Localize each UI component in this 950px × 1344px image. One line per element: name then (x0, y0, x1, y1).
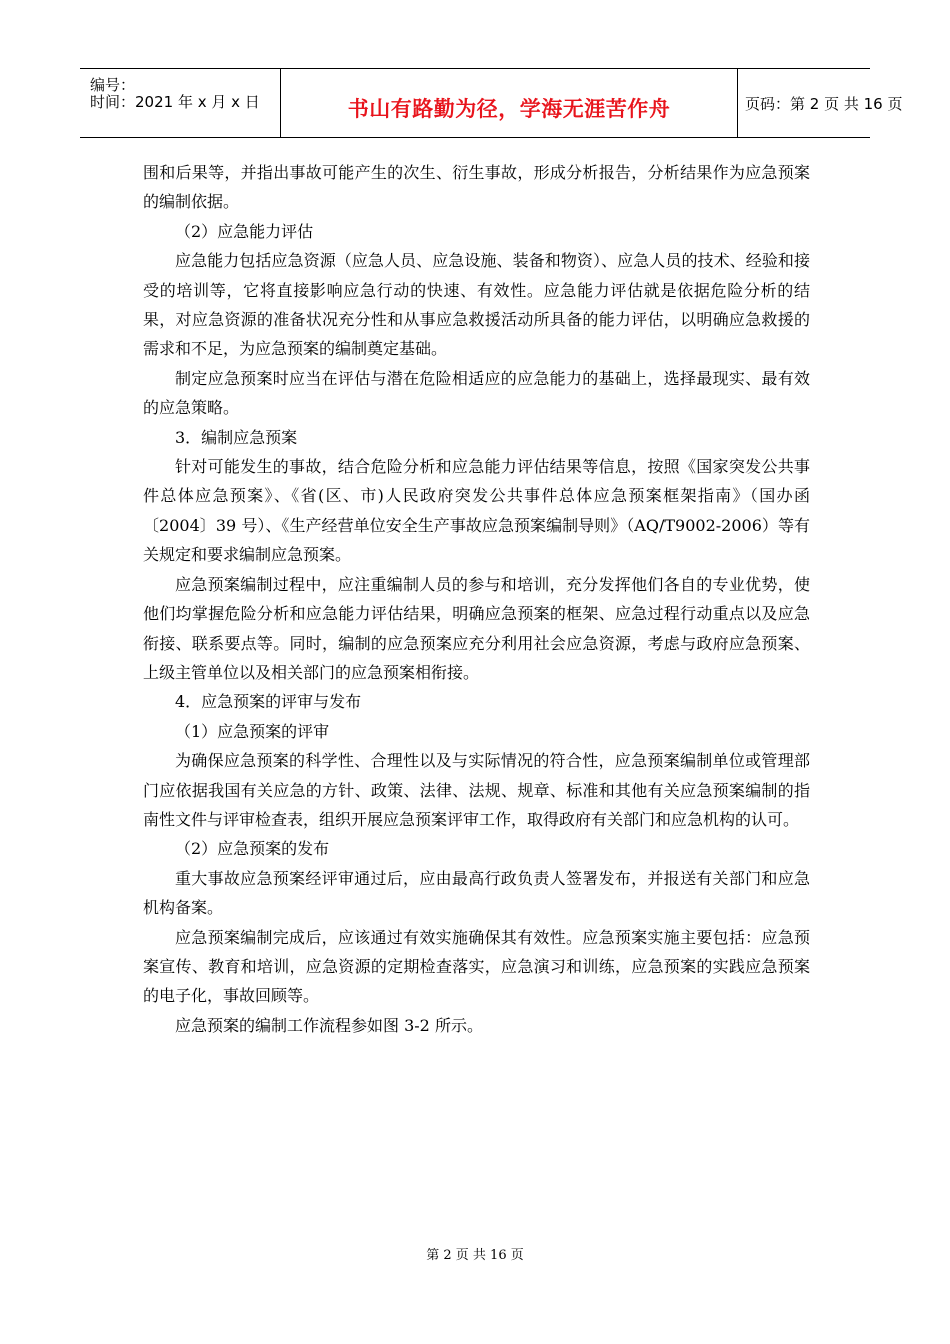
header-motto: 书山有路勤为径，学海无涯苦作舟 (347, 97, 671, 121)
header-meta-cell (80, 69, 280, 137)
page-header (80, 68, 903, 138)
section-heading: 4．应急预案的评审与发布 (175, 692, 362, 712)
header-motto-cell (280, 69, 738, 137)
paragraph: 应急预案编制过程中，应注重编制人员的参与和培训，充分发挥他们各自的专业优势，使他们均掌握危险分析和应急能力评估结果，明确应急预案的框架、应急过程行动重点以及应急衔接、联系要点等。同时，编制的应急预案应充分利用社会应急资源，考虑与政府应急预案、上级主管单位以及相关部门的应急预案相衔接。 (143, 574, 810, 682)
document-body (143, 158, 810, 1040)
date-label: 时间：2021 年 x 月 x 日 (90, 93, 260, 111)
paragraph: 围和后果等，并指出事故可能产生的次生、衍生事故，形成分析报告，分析结果作为应急预案的编制依据。 (143, 163, 810, 212)
subsection-heading: （1）应急预案的评审 (175, 721, 330, 741)
paragraph: 重大事故应急预案经评审通过后，应由最高行政负责人签署发布，并报送有关部门和应急机构备案。 (143, 868, 810, 918)
page-footer (0, 1244, 950, 1263)
header-page-code: 页码：第 2 页 共 16 页 (745, 95, 903, 113)
footer-page-number: 第 2 页 共 16 页 (426, 1248, 524, 1263)
paragraph: 应急预案的编制工作流程参如图 3-2 所示。 (175, 1015, 483, 1035)
paragraph: 针对可能发生的事故，结合危险分析和应急能力评估结果等信息，按照《国家突发公共事件总体应急预案》、《省(区、市)人民政府突发公共事件总体应急预案框架指南》（国办函〔2004〕39 号）、《生产经营单位安全生产事故应急预案编制导则》（AQ/T9002-2006）等有关规定和要求编制应急预案。 (143, 457, 810, 565)
paragraph: 制定应急预案时应当在评估与潜在危险相适应的应急能力的基础上，选择最现实、最有效的应急策略。 (143, 368, 810, 418)
paragraph: 应急能力包括应急资源（应急人员、应急设施、装备和物资）、应急人员的技术、经验和接受的培训等，它将直接影响应急行动的快速、有效性。应急能力评估就是依据危险分析的结果，对应急资源的准备状况充分性和从事应急救援活动所具备的能力评估，以明确应急救援的需求和不足，为应急预案的编制奠定基础。 (143, 251, 810, 359)
serial-label: 编号： (90, 76, 136, 94)
subsection-heading: （2）应急能力评估 (175, 221, 314, 241)
subsection-heading: （2）应急预案的发布 (175, 839, 330, 859)
paragraph: 应急预案编制完成后，应该通过有效实施确保其有效性。应急预案实施主要包括：应急预案宣传、教育和培训，应急资源的定期检查落实，应急演习和训练，应急预案的实践应急预案的电子化，事故回顾等。 (143, 927, 810, 1006)
paragraph: 为确保应急预案的科学性、合理性以及与实际情况的符合性，应急预案编制单位或管理部门应依据我国有关应急的方针、政策、法律、法规、规章、标准和其他有关应急预案编制的指南性文件与评审检查表，组织开展应急预案评审工作，取得政府有关部门和应急机构的认可。 (143, 751, 810, 829)
section-heading: 3．编制应急预案 (175, 427, 298, 447)
header-page-cell (737, 69, 903, 137)
